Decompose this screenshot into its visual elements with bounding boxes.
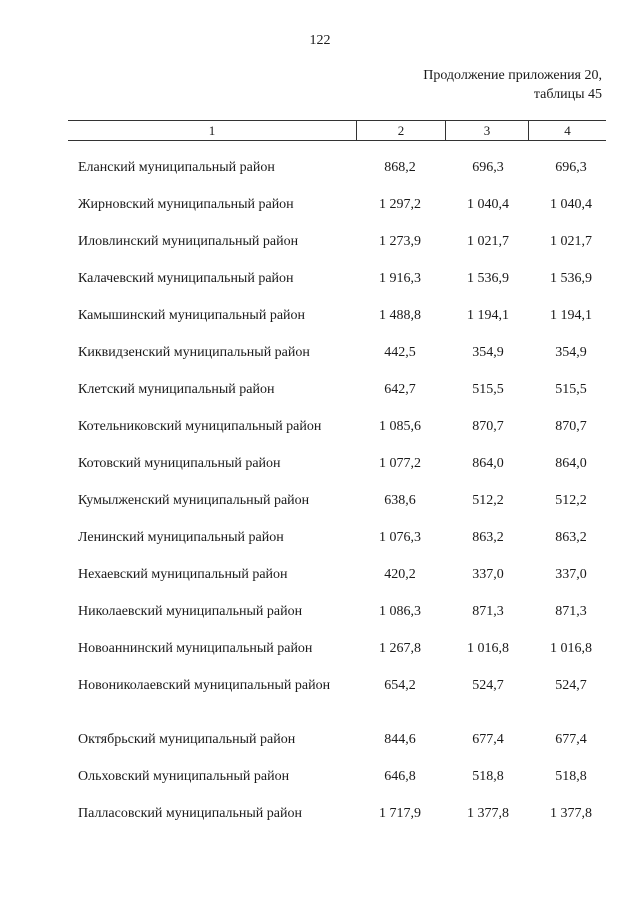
value-col-4: 515,5 (555, 382, 587, 397)
table-row (0, 298, 640, 335)
district-name: Октябрьский муниципальный район (78, 732, 296, 747)
value-col-3: 1 536,9 (467, 271, 509, 286)
value-col-2: 868,2 (384, 160, 416, 175)
value-col-4: 1 016,8 (550, 641, 592, 656)
value-col-3: 1 016,8 (467, 641, 509, 656)
header-col-1: 1 (208, 123, 216, 138)
value-col-4: 1 536,9 (550, 271, 592, 286)
value-col-3: 354,9 (472, 345, 504, 360)
value-col-2: 638,6 (384, 493, 416, 508)
value-col-2: 1 085,6 (379, 419, 421, 434)
value-col-3: 864,0 (472, 456, 504, 471)
table-row (0, 335, 640, 372)
value-col-2: 1 297,2 (379, 197, 421, 212)
table-row (0, 722, 640, 759)
value-col-2: 1 273,9 (379, 234, 421, 249)
header-col-4: 4 (564, 123, 571, 138)
district-name: Камышинский муниципальный район (78, 308, 306, 323)
value-col-2: 1 717,9 (379, 806, 421, 821)
district-name: Ленинский муниципальный район (78, 530, 284, 545)
continuation-line-1: Продолжение приложения 20, (423, 68, 602, 83)
table-row (0, 446, 640, 483)
value-col-4: 864,0 (555, 456, 587, 471)
value-col-2: 646,8 (384, 769, 416, 784)
table-row (0, 594, 640, 631)
value-col-2: 1 076,3 (379, 530, 421, 545)
value-col-3: 1 040,4 (467, 197, 509, 212)
value-col-3: 863,2 (472, 530, 504, 545)
table-row (0, 372, 640, 409)
value-col-2: 1 488,8 (379, 308, 421, 323)
value-col-4: 354,9 (555, 345, 587, 360)
value-col-2: 1 077,2 (379, 456, 421, 471)
value-col-3: 696,3 (472, 160, 504, 175)
value-col-2: 642,7 (384, 382, 416, 397)
district-name: Кумылженский муниципальный район (78, 493, 310, 508)
value-col-3: 515,5 (472, 382, 504, 397)
value-col-2: 1 267,8 (379, 641, 421, 656)
value-col-2: 1 086,3 (379, 604, 421, 619)
page-number: 122 (309, 33, 331, 48)
district-name: Ольховский муниципальный район (78, 769, 290, 784)
table-row (0, 187, 640, 224)
table-header (68, 120, 606, 141)
value-col-4: 1 377,8 (550, 806, 592, 821)
table-row (0, 557, 640, 594)
value-col-3: 1 377,8 (467, 806, 509, 821)
district-name: Еланский муниципальный район (78, 160, 275, 175)
value-col-3: 524,7 (472, 678, 504, 693)
district-name: Киквидзенский муниципальный район (78, 345, 310, 360)
value-col-3: 871,3 (472, 604, 504, 619)
header-col-2: 2 (397, 123, 405, 138)
value-col-3: 1 021,7 (467, 234, 509, 249)
value-col-2: 420,2 (384, 567, 416, 582)
value-col-4: 1 194,1 (550, 308, 592, 323)
table-row (0, 483, 640, 520)
district-name: Новоаннинский муниципальный район (78, 641, 313, 656)
continuation-note (423, 66, 602, 104)
value-col-4: 512,2 (555, 493, 587, 508)
value-col-3: 512,2 (472, 493, 504, 508)
value-col-4: 1 021,7 (550, 234, 592, 249)
district-name: Новониколаевский муниципальный район (78, 678, 331, 693)
header-col-3: 3 (483, 123, 491, 138)
district-name: Нехаевский муниципальный район (78, 567, 288, 582)
value-col-3: 870,7 (472, 419, 504, 434)
table-row (0, 796, 640, 833)
district-name: Иловлинский муниципальный район (78, 234, 299, 249)
district-name: Палласовский муниципальный район (78, 806, 302, 821)
value-col-2: 1 916,3 (379, 271, 421, 286)
value-col-4: 524,7 (555, 678, 587, 693)
value-col-4: 696,3 (555, 160, 587, 175)
table-row (0, 520, 640, 557)
table-body (0, 150, 640, 833)
district-name: Калачевский муниципальный район (78, 271, 294, 286)
value-col-3: 518,8 (472, 769, 504, 784)
value-col-4: 518,8 (555, 769, 587, 784)
district-name: Клетский муниципальный район (78, 382, 275, 397)
value-col-2: 442,5 (384, 345, 416, 360)
value-col-2: 654,2 (384, 678, 416, 693)
table-row (0, 631, 640, 668)
value-col-4: 870,7 (555, 419, 587, 434)
table-row (0, 759, 640, 796)
district-name: Жирновский муниципальный район (78, 197, 294, 212)
district-name: Котовский муниципальный район (78, 456, 281, 471)
table-row (0, 409, 640, 446)
value-col-4: 677,4 (555, 732, 587, 747)
value-col-3: 337,0 (472, 567, 504, 582)
table-row (0, 224, 640, 261)
value-col-2: 844,6 (384, 732, 416, 747)
district-name: Николаевский муниципальный район (78, 604, 303, 619)
value-col-3: 1 194,1 (467, 308, 509, 323)
value-col-4: 1 040,4 (550, 197, 592, 212)
value-col-3: 677,4 (472, 732, 504, 747)
value-col-4: 337,0 (555, 567, 587, 582)
value-col-4: 871,3 (555, 604, 587, 619)
value-col-4: 863,2 (555, 530, 587, 545)
district-name: Котельниковский муниципальный район (78, 419, 322, 434)
continuation-line-2: таблицы 45 (533, 87, 602, 102)
table-row (0, 261, 640, 298)
table-row (0, 668, 640, 722)
table-row (0, 150, 640, 187)
